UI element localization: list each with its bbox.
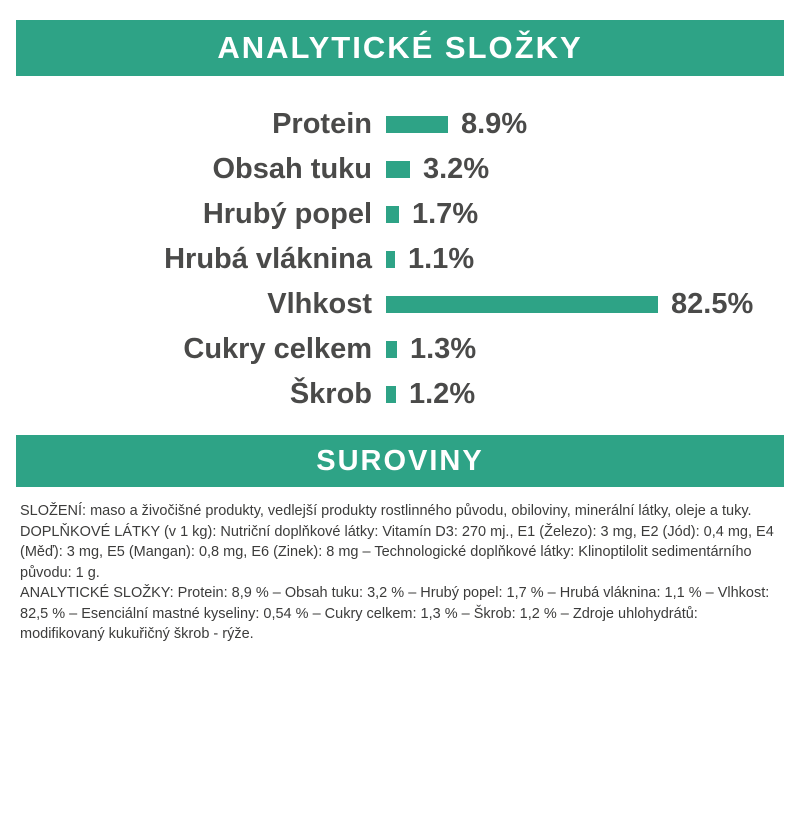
chart-label: Vlhkost bbox=[267, 288, 372, 320]
chart-label: Hrubá vláknina bbox=[164, 243, 372, 275]
chart-bar bbox=[386, 296, 658, 313]
chart-bar-wrap bbox=[386, 198, 776, 231]
ingredients-section-header: SUROVINY bbox=[16, 435, 784, 487]
chart-bar-wrap bbox=[386, 378, 776, 411]
chart-value: 1.1% bbox=[408, 243, 475, 275]
analytical-constituents-paragraph: ANALYTICKÉ SLOŽKY: Protein: 8,9 % – Obsah tuku: 3,2 % – Hrubý popel: 1,7 % – Hrubá vláknina: 1,1 % – Vlhkost: 82,5 % – Esenciální mastné kyseliny: 0,54 % – Cukry celkem: 1,3 % – Škrob: 1,2 % – Zdroje uhlohydrátů: modifikovaný kukuřičný škrob - rýže. bbox=[20, 585, 770, 643]
chart-label: Obsah tuku bbox=[212, 153, 372, 185]
chart-bar bbox=[386, 341, 397, 358]
chart-row bbox=[16, 372, 776, 417]
chart-value: 3.2% bbox=[423, 153, 490, 185]
chart-value: 82.5% bbox=[671, 288, 754, 320]
chart-bar bbox=[386, 251, 395, 268]
chart-row bbox=[16, 282, 776, 327]
chart-row bbox=[16, 237, 776, 282]
chart-value: 1.3% bbox=[410, 333, 477, 365]
chart-bar bbox=[386, 116, 448, 133]
chart-value: 1.2% bbox=[409, 378, 476, 410]
analytical-section-header: ANALYTICKÉ SLOŽKY bbox=[16, 20, 784, 76]
chart-row bbox=[16, 192, 776, 237]
chart-label: Hrubý popel bbox=[202, 198, 372, 230]
chart-label: Škrob bbox=[289, 378, 372, 410]
chart-bar bbox=[386, 161, 410, 178]
chart-bar bbox=[386, 386, 396, 403]
chart-row bbox=[16, 102, 776, 147]
analytical-chart bbox=[16, 102, 784, 417]
chart-bar-wrap bbox=[386, 288, 776, 321]
additives-paragraph: DOPLŇKOVÉ LÁTKY (v 1 kg): Nutriční doplňkové látky: Vitamín D3: 270 mj., E1 (Železo): 3 mg, E2 (Jód): 0,4 mg, E4 (Měď): 3 mg, E5 (Mangan): 0,8 mg, E6 (Zinek): 8 mg – Technologické doplňkové látky: Klinoptilolit sedimentárního původu: 1 g. bbox=[20, 523, 774, 581]
chart-bar-wrap bbox=[386, 243, 776, 276]
chart-bar-wrap bbox=[386, 153, 776, 186]
chart-value: 1.7% bbox=[412, 198, 479, 230]
ingredients-paragraph: SLOŽENÍ: maso a živočišné produkty, vedlejší produkty rostlinného původu, obiloviny, minerální látky, oleje a tuky. bbox=[20, 503, 752, 519]
chart-bar-wrap bbox=[386, 333, 776, 366]
chart-row bbox=[16, 327, 776, 372]
chart-bar-wrap bbox=[386, 108, 776, 141]
product-info-panel bbox=[0, 20, 800, 820]
chart-value: 8.9% bbox=[461, 108, 528, 140]
ingredients-text bbox=[16, 501, 784, 645]
chart-row bbox=[16, 147, 776, 192]
chart-label: Protein bbox=[272, 108, 372, 140]
chart-label: Cukry celkem bbox=[183, 333, 372, 365]
chart-bar bbox=[386, 206, 399, 223]
